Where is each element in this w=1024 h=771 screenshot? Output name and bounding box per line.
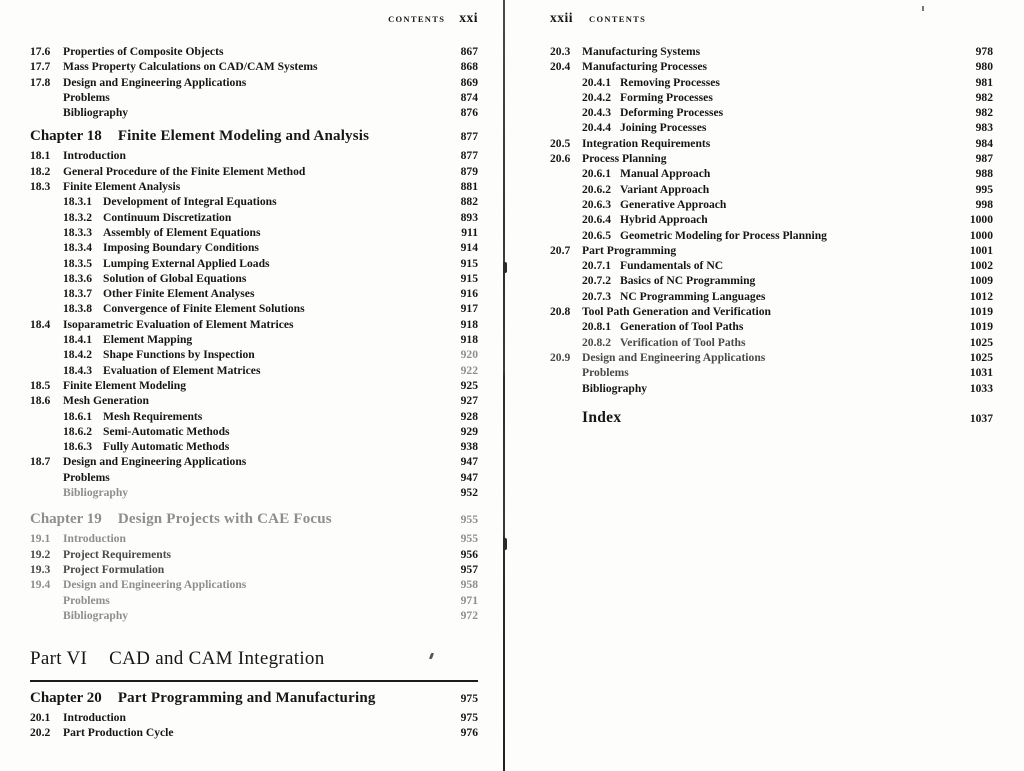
page-number: 868	[460, 60, 478, 74]
section-title: Assembly of Element Equations	[103, 225, 261, 239]
scan-artifact	[503, 262, 507, 273]
page-number: 1009	[969, 274, 993, 288]
page-number: 922	[460, 363, 478, 377]
toc-row-sub	[550, 197, 993, 212]
section-number: 20.7.3	[582, 289, 611, 303]
page-number: 988	[975, 167, 993, 181]
section-number: 20.7.1	[582, 259, 611, 273]
section-number: 20.2	[30, 726, 51, 740]
section-number: 20.4.3	[582, 106, 611, 120]
section-number: 18.1	[30, 149, 51, 163]
section-title: Mesh Requirements	[103, 409, 203, 423]
toc-row-entry	[550, 350, 993, 365]
section-title: Project Requirements	[63, 547, 172, 561]
section-title: Bibliography	[63, 106, 129, 120]
section-number: 19.4	[30, 578, 51, 592]
page-number: 984	[975, 136, 993, 150]
page-number: 971	[460, 593, 478, 607]
section-number: 20.8	[550, 305, 571, 319]
section-number: 18.3	[30, 180, 51, 194]
part-title: CAD and CAM Integration	[109, 648, 325, 670]
index-title: Index	[582, 408, 622, 426]
section-number: 17.6	[30, 45, 51, 58]
toc-row-sub	[30, 332, 478, 347]
toc-row-sub	[550, 75, 993, 90]
toc-row-index	[550, 407, 993, 429]
page-number: 1025	[969, 335, 993, 349]
section-title: Finite Element Analysis	[63, 180, 181, 194]
toc-row-entry	[30, 148, 478, 163]
section-number: 20.4.2	[582, 90, 611, 104]
toc-row-sub	[30, 194, 478, 209]
toc-row-sub	[30, 409, 478, 424]
section-title: Introduction	[63, 711, 126, 725]
section-number: 18.5	[30, 378, 51, 392]
section-title: Properties of Composite Objects	[63, 45, 224, 58]
toc-row-chapter	[30, 688, 478, 708]
toc-row-sub	[550, 289, 993, 304]
toc-row-entry	[30, 75, 478, 90]
section-title: Problems	[63, 593, 110, 607]
page-number: 914	[460, 241, 478, 255]
toc-row-chapter	[30, 509, 478, 529]
toc-row-entry	[30, 454, 478, 469]
section-title: Process Planning	[582, 152, 667, 166]
page-number: 915	[460, 271, 478, 285]
section-number: 20.8.1	[582, 320, 611, 334]
section-title: Lumping External Applied Loads	[103, 256, 270, 270]
toc-row-sub	[550, 228, 993, 243]
toc-row-entry	[30, 393, 478, 408]
page-number: 1002	[969, 259, 993, 273]
section-number: 20.1	[30, 711, 51, 725]
page-number: 952	[460, 486, 478, 500]
toc-entry-list	[550, 44, 993, 429]
section-title: Design and Engineering Applications	[63, 578, 247, 592]
toc-row-entry	[30, 725, 478, 740]
section-number: 18.3.1	[63, 195, 92, 209]
section-number: 20.4.4	[582, 121, 611, 135]
page-number: 927	[460, 394, 478, 408]
folio-number: xxi	[459, 10, 478, 25]
page-number: 1033	[969, 381, 993, 395]
toc-row-sub	[550, 105, 993, 120]
scan-artifact	[503, 538, 507, 550]
toc-row-entry	[30, 577, 478, 592]
scan-artifact	[922, 6, 924, 11]
section-title: Problems	[582, 366, 629, 380]
toc-row-plain	[550, 381, 993, 396]
section-number: 20.9	[550, 350, 571, 364]
section-number: 18.6.2	[63, 424, 92, 438]
toc-row-entry	[30, 378, 478, 393]
toc-row-sub	[30, 271, 478, 286]
section-number: 19.1	[30, 532, 51, 546]
section-title: Geometric Modeling for Process Planning	[620, 228, 827, 242]
section-title: Forming Processes	[620, 90, 713, 104]
chapter-label: Chapter 20	[30, 690, 102, 707]
page-number: 1031	[969, 366, 993, 380]
section-title: Solution of Global Equations	[103, 271, 247, 285]
page-number: 983	[975, 121, 993, 135]
section-number: 18.2	[30, 164, 51, 178]
section-number: 20.7	[550, 243, 571, 257]
page-number: 955	[460, 513, 478, 527]
page-number: 998	[975, 197, 993, 211]
toc-row-part	[30, 647, 478, 682]
section-title: Generative Approach	[620, 197, 727, 211]
section-title: Part Production Cycle	[63, 726, 174, 740]
toc-row-sub	[30, 347, 478, 362]
section-title: Variant Approach	[620, 182, 710, 196]
page-number: 975	[460, 692, 478, 706]
page-number: 957	[460, 562, 478, 576]
page-number: 881	[460, 180, 478, 194]
page-number: 882	[460, 195, 478, 209]
toc-row-sub	[550, 120, 993, 135]
page-gutter-divider	[503, 0, 505, 771]
page-number: 1000	[969, 213, 993, 227]
page-number: 1001	[969, 243, 993, 257]
section-number: 18.4	[30, 317, 51, 331]
toc-row-entry	[30, 531, 478, 546]
section-number: 20.6.5	[582, 228, 611, 242]
section-number: 20.6	[550, 152, 571, 166]
toc-row-entry	[30, 179, 478, 194]
section-title: Part Programming	[582, 243, 677, 257]
page-number: 1025	[969, 350, 993, 364]
toc-row-plain	[30, 105, 478, 120]
toc-row-entry	[550, 136, 993, 151]
section-number: 18.4.2	[63, 348, 92, 362]
page-number: 1012	[969, 289, 993, 303]
section-title: Continuum Discretization	[103, 210, 232, 224]
section-title: Joining Processes	[620, 121, 707, 135]
page-number: 978	[975, 45, 993, 58]
page-number: 955	[460, 532, 478, 546]
toc-row-entry	[30, 710, 478, 725]
page-number: 879	[460, 164, 478, 178]
section-title: Fundamentals of NC	[620, 259, 724, 273]
section-number: 20.7.2	[582, 274, 611, 288]
section-title: Generation of Tool Paths	[620, 320, 744, 334]
section-number: 20.4.1	[582, 75, 611, 89]
page-number: 958	[460, 578, 478, 592]
page-number: 918	[460, 333, 478, 347]
toc-row-plain	[30, 608, 478, 623]
toc-row-sub	[550, 182, 993, 197]
page-number: 918	[460, 317, 478, 331]
toc-row-sub	[550, 273, 993, 288]
toc-row-entry	[30, 547, 478, 562]
section-title: Manual Approach	[620, 167, 711, 181]
page-number: 869	[460, 75, 478, 89]
page-number: 976	[460, 726, 478, 740]
page-number: 929	[460, 424, 478, 438]
toc-row-sub	[550, 258, 993, 273]
section-title: Design and Engineering Applications	[582, 350, 766, 364]
toc-row-entry	[550, 59, 993, 74]
page-number: 867	[460, 45, 478, 58]
running-head-label: CONTENTS	[388, 14, 446, 24]
toc-row-entry	[550, 304, 993, 319]
toc-row-sub	[550, 319, 993, 334]
section-number: 20.5	[550, 136, 571, 150]
section-number: 20.6.4	[582, 213, 611, 227]
section-title: Integration Requirements	[582, 136, 711, 150]
section-number: 18.3.3	[63, 225, 92, 239]
section-title: Mesh Generation	[63, 394, 149, 408]
section-title: Tool Path Generation and Verification	[582, 305, 771, 319]
section-number: 17.7	[30, 60, 51, 74]
section-title: Other Finite Element Analyses	[103, 287, 255, 301]
section-number: 20.4	[550, 60, 571, 74]
toc-row-sub	[30, 256, 478, 271]
section-number: 18.3.2	[63, 210, 92, 224]
page-number: 956	[460, 547, 478, 561]
section-title: Introduction	[63, 532, 126, 546]
section-title: Fully Automatic Methods	[103, 440, 230, 454]
section-title: General Procedure of the Finite Element Method	[63, 164, 306, 178]
folio-number: xxii	[550, 10, 574, 25]
toc-row-sub	[550, 90, 993, 105]
toc-row-sub	[30, 301, 478, 316]
page-number: 982	[975, 106, 993, 120]
section-number: 18.3.6	[63, 271, 92, 285]
section-title: Convergence of Finite Element Solutions	[103, 302, 305, 316]
toc-page-left	[0, 0, 503, 771]
page-number: 1000	[969, 228, 993, 242]
section-title: Verification of Tool Paths	[620, 335, 746, 349]
toc-row-entry	[30, 562, 478, 577]
section-title: Problems	[63, 90, 110, 104]
toc-row-sub	[30, 240, 478, 255]
page-number: 915	[460, 256, 478, 270]
toc-row-sub	[550, 212, 993, 227]
running-head-left	[30, 10, 478, 26]
page-number: 1019	[969, 320, 993, 334]
toc-row-entry	[550, 243, 993, 258]
section-title: Design and Engineering Applications	[63, 75, 247, 89]
running-head-label: CONTENTS	[589, 14, 647, 24]
chapter-label: Chapter 19	[30, 511, 102, 528]
page-number: 893	[460, 210, 478, 224]
page-number: 911	[461, 225, 478, 239]
section-title: NC Programming Languages	[620, 289, 766, 303]
page-number: 947	[460, 470, 478, 484]
toc-row-sub	[550, 166, 993, 181]
section-title: Removing Processes	[620, 75, 720, 89]
page-number: 995	[975, 182, 993, 196]
section-title: Mass Property Calculations on CAD/CAM Systems	[63, 60, 318, 74]
section-title: Semi-Automatic Methods	[103, 424, 230, 438]
toc-row-entry	[30, 44, 478, 59]
section-title: Problems	[63, 470, 110, 484]
page-number: 975	[460, 711, 478, 725]
section-title: Finite Element Modeling	[63, 378, 187, 392]
chapter-title: Part Programming and Manufacturing	[117, 690, 376, 707]
section-number: 19.3	[30, 562, 51, 576]
page-number: 876	[460, 106, 478, 120]
section-title: Hybrid Approach	[620, 213, 708, 227]
section-title: Bibliography	[582, 381, 648, 395]
page-number: 982	[975, 90, 993, 104]
toc-row-sub	[30, 424, 478, 439]
section-title: Manufacturing Processes	[582, 60, 708, 74]
toc-row-entry	[30, 59, 478, 74]
section-number: 18.6.1	[63, 409, 92, 423]
toc-row-plain	[550, 365, 993, 380]
section-number: 18.3.5	[63, 256, 92, 270]
page-number: 981	[975, 75, 993, 89]
page-number: 877	[460, 130, 478, 144]
section-title: Manufacturing Systems	[582, 45, 701, 58]
section-title: Introduction	[63, 149, 126, 163]
section-number: 19.2	[30, 547, 51, 561]
page-number: 874	[460, 90, 478, 104]
toc-row-chapter	[30, 126, 478, 146]
page-number: 947	[460, 455, 478, 469]
toc-row-plain	[30, 593, 478, 608]
section-title: Basics of NC Programming	[620, 274, 756, 288]
toc-row-sub	[30, 225, 478, 240]
section-title: Isoparametric Evaluation of Element Matrices	[63, 317, 294, 331]
part-label: Part VI	[30, 648, 88, 670]
toc-row-plain	[30, 485, 478, 500]
section-title: Imposing Boundary Conditions	[103, 241, 259, 255]
page-number: 920	[460, 348, 478, 362]
toc-row-sub	[550, 335, 993, 350]
page-number: 928	[460, 409, 478, 423]
section-number: 17.8	[30, 75, 51, 89]
section-number: 20.6.3	[582, 197, 611, 211]
toc-row-sub	[30, 210, 478, 225]
section-number: 18.4.3	[63, 363, 92, 377]
section-number: 18.4.1	[63, 333, 92, 347]
page-number: 972	[460, 608, 478, 622]
chapter-title: Finite Element Modeling and Analysis	[117, 128, 370, 145]
section-title: Project Formulation	[63, 562, 165, 576]
section-title: Development of Integral Equations	[103, 195, 277, 209]
section-title: Element Mapping	[103, 333, 193, 347]
page-number: 980	[975, 60, 993, 74]
section-number: 20.8.2	[582, 335, 611, 349]
toc-row-entry	[30, 164, 478, 179]
chapter-label: Chapter 18	[30, 128, 102, 145]
page-number: 987	[975, 152, 993, 166]
section-number: 20.6.2	[582, 182, 611, 196]
section-title: Design and Engineering Applications	[63, 455, 247, 469]
section-number: 18.3.4	[63, 241, 92, 255]
toc-row-sub	[30, 286, 478, 301]
section-number: 20.6.1	[582, 167, 611, 181]
section-title: Deforming Processes	[620, 106, 724, 120]
section-number: 18.7	[30, 455, 51, 469]
toc-row-sub	[30, 363, 478, 378]
page-number: 917	[460, 302, 478, 316]
toc-row-entry	[550, 44, 993, 59]
section-number: 20.3	[550, 45, 571, 58]
section-title: Bibliography	[63, 486, 129, 500]
running-head-right	[550, 10, 993, 26]
toc-page-right	[505, 0, 1024, 771]
toc-row-entry	[550, 151, 993, 166]
chapter-title: Design Projects with CAE Focus	[117, 511, 332, 528]
section-title: Shape Functions by Inspection	[103, 348, 255, 362]
page-number: 1019	[969, 305, 993, 319]
toc-row-plain	[30, 90, 478, 105]
toc-row-entry	[30, 317, 478, 332]
page-number: 877	[460, 149, 478, 163]
page-number: 925	[460, 378, 478, 392]
page-number: 1037	[969, 411, 993, 425]
toc-row-plain	[30, 470, 478, 485]
section-number: 18.3.7	[63, 287, 92, 301]
page-number: 938	[460, 440, 478, 454]
page-number: 916	[460, 287, 478, 301]
section-title: Evaluation of Element Matrices	[103, 363, 261, 377]
toc-entry-list	[30, 44, 478, 741]
section-title: Bibliography	[63, 608, 129, 622]
section-number: 18.6	[30, 394, 51, 408]
toc-row-sub	[30, 439, 478, 454]
section-number: 18.6.3	[63, 440, 92, 454]
section-number: 18.3.8	[63, 302, 92, 316]
